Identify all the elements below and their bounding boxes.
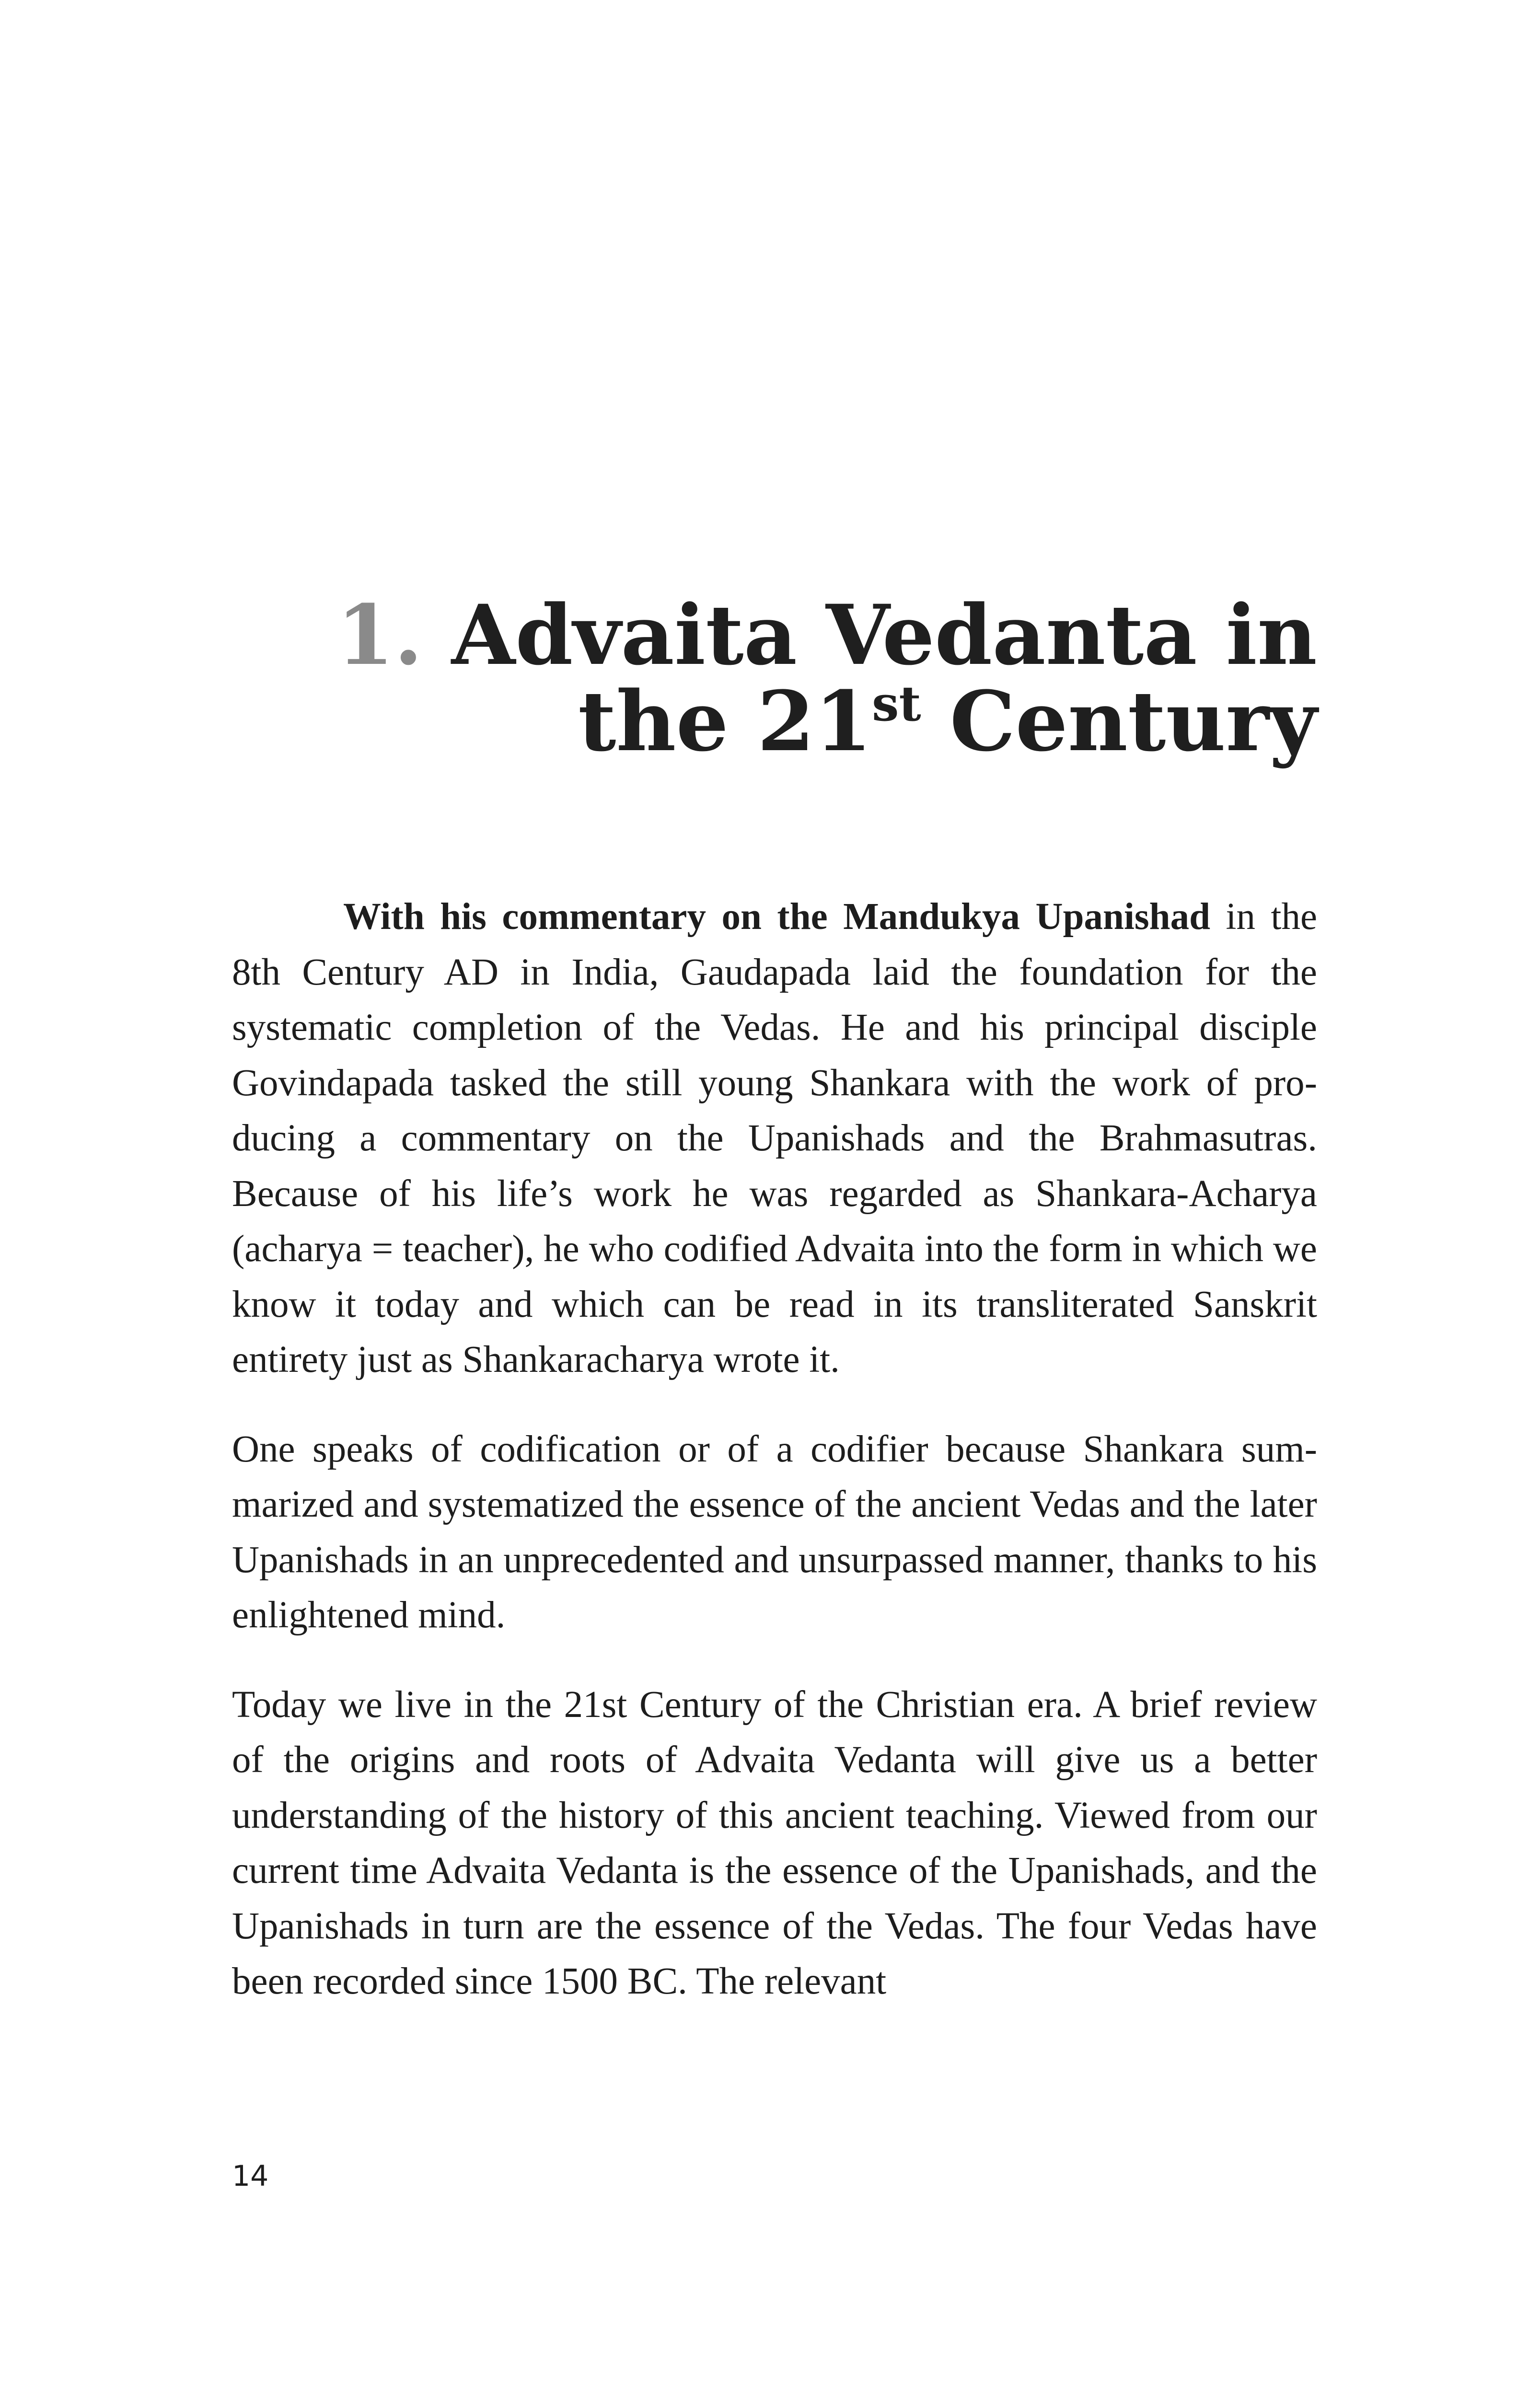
chapter-title-line-2 — [192, 673, 1317, 770]
chapter-title-superscript: st — [872, 675, 921, 732]
paragraph-2: One speaks of codification or of a codifier because Shankara summarized and systematized the essence of the ancient Vedas and the later Upanishads in an unprecedented and unsurpassed manner, thanks to his enlightened mind. — [232, 1428, 1317, 1636]
chapter-title-part-2: the 21 — [578, 673, 872, 770]
chapter-title-line-1 — [192, 586, 1317, 684]
paragraph-1-text: in the 8th Century AD in India, Gaudapada laid the foundation for the systematic completion of the Vedas. He and his principal disciple Govindapada tasked the still young Shankara with the work of producing a commentary on the Upanishads and the Brahmasutras. Because of his life’s work he was regarded as Shankara-Acharya (acharya = teacher), he who codified Advaita into the form in which we know it today and which can be read in its transliterated Sanskrit entirety just as Shankaracharya wrote it. — [232, 896, 1318, 1380]
paragraph-1-lead: With his commentary on the Mandukya Upanishad — [343, 896, 1211, 938]
chapter-title-part-1: Advaita Vedanta in — [451, 586, 1317, 684]
chapter-number: 1. — [336, 586, 423, 684]
page-number: 14 — [232, 2159, 269, 2193]
paragraph-3: Today we live in the 21st Century of the Christian era. A brief review of the origins and roots of Advaita Vedanta will give us a better understanding of the history of this ancient teaching. Viewed from our current time Advaita Vedanta is the essence of the Upanishads, and the Upanishads in turn are the essence of the Vedas. The four Vedas have been recorded since 1500 BC. The relevant — [232, 1683, 1317, 2002]
chapter-heading — [192, 586, 1317, 770]
paragraph-1 — [232, 889, 1317, 1388]
chapter-title-part-3: Century — [949, 673, 1317, 770]
body-text — [232, 889, 1317, 2009]
